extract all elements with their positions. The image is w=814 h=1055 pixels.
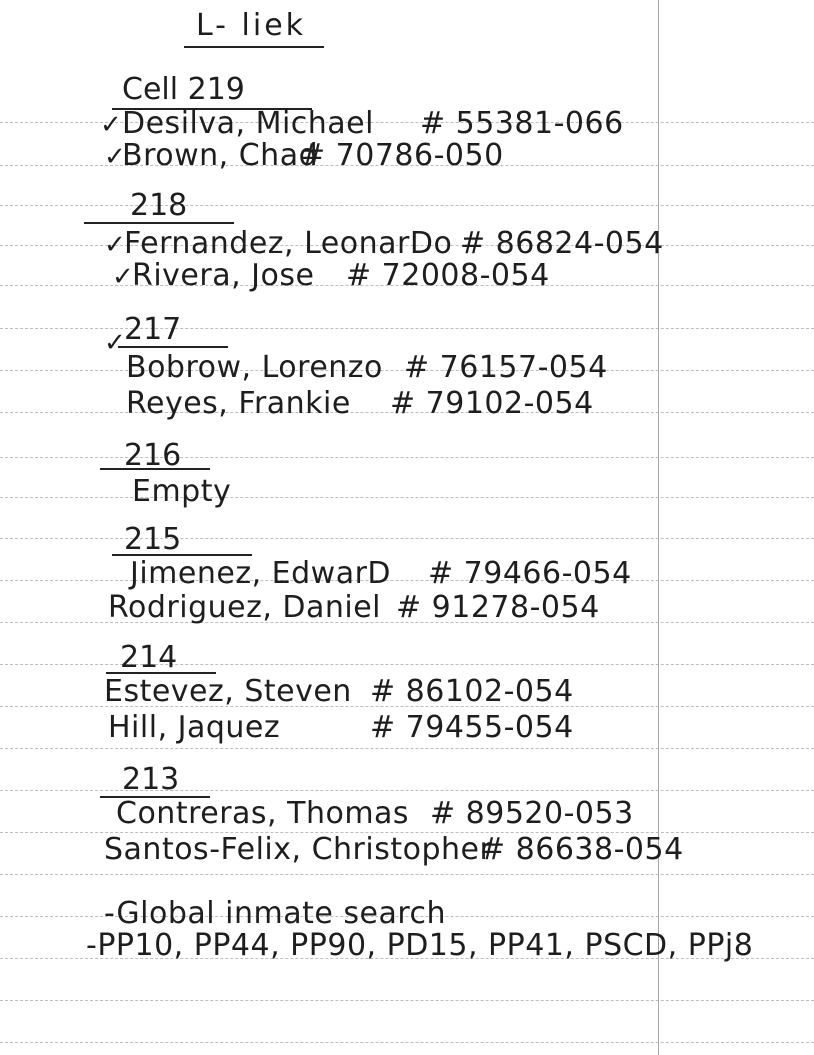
inmate-number: # 70786-050 bbox=[300, 138, 504, 173]
inmate-name: Santos-Felix, Christopher bbox=[104, 832, 493, 867]
cell-label: 213 bbox=[122, 762, 180, 797]
inmate-name: Contreras, Thomas bbox=[116, 796, 410, 831]
inmate-number: # 86102-054 bbox=[370, 674, 574, 709]
inmate-number: # 76157-054 bbox=[404, 350, 608, 385]
inmate-number: # 86824-054 bbox=[460, 226, 664, 261]
ruled-line bbox=[0, 1042, 814, 1043]
note-line: -Global inmate search bbox=[104, 896, 447, 931]
inmate-name: Bobrow, Lorenzo bbox=[126, 350, 383, 385]
inmate-number: # 79466-054 bbox=[428, 556, 632, 591]
inmate-name: Rodriguez, Daniel bbox=[108, 590, 382, 625]
check-mark-icon: ✓ bbox=[104, 230, 126, 260]
margin-line bbox=[658, 0, 659, 1055]
inmate-name: Reyes, Frankie bbox=[126, 386, 351, 421]
inmate-name: Desilva, Michael bbox=[122, 106, 374, 141]
inmate-name: Brown, Chad bbox=[122, 138, 319, 173]
inmate-number: # 79102-054 bbox=[390, 386, 594, 421]
ruled-line bbox=[0, 538, 814, 539]
ruled-line bbox=[0, 580, 814, 581]
ruled-line bbox=[0, 497, 814, 498]
inmate-number: # 89520-053 bbox=[430, 796, 634, 831]
inmate-name: Fernandez, LeonarDo bbox=[124, 226, 453, 261]
cell-underline bbox=[84, 222, 234, 224]
check-mark-icon: ✓ bbox=[100, 110, 122, 140]
inmate-name: Hill, Jaquez bbox=[108, 710, 281, 745]
ruled-line bbox=[0, 457, 814, 458]
inmate-name: Rivera, Jose bbox=[132, 258, 315, 293]
inmate-name: Estevez, Steven bbox=[104, 674, 352, 709]
inmate-number: # 79455-054 bbox=[370, 710, 574, 745]
cell-label: 214 bbox=[120, 640, 178, 675]
cell-note: Empty bbox=[132, 474, 232, 509]
cell-underline bbox=[118, 346, 228, 348]
note-line: -PP10, PP44, PP90, PD15, PP41, PSCD, PPj8 bbox=[86, 928, 754, 963]
check-mark-icon: ✓ bbox=[104, 142, 126, 172]
inmate-number: # 55381-066 bbox=[420, 106, 624, 141]
cell-label: 218 bbox=[130, 188, 188, 223]
inmate-number: # 72008-054 bbox=[346, 258, 550, 293]
ruled-line bbox=[0, 205, 814, 206]
cell-label: 216 bbox=[124, 438, 182, 473]
ruled-line bbox=[0, 1000, 814, 1001]
cell-label: 215 bbox=[124, 522, 182, 557]
cell-label: Cell 219 bbox=[122, 72, 245, 107]
ruled-line bbox=[0, 748, 814, 749]
check-mark-icon: ✓ bbox=[112, 262, 134, 292]
inmate-name: Jimenez, EdwarD bbox=[130, 556, 392, 591]
ruled-line bbox=[0, 874, 814, 875]
page-title: L- liek bbox=[196, 8, 307, 43]
cell-underline bbox=[100, 468, 210, 470]
cell-label: 217 bbox=[124, 312, 182, 347]
inmate-number: # 91278-054 bbox=[396, 590, 600, 625]
inmate-number: # 86638-054 bbox=[480, 832, 684, 867]
title-underline bbox=[184, 46, 324, 48]
check-mark-icon: ✓ bbox=[104, 328, 126, 358]
